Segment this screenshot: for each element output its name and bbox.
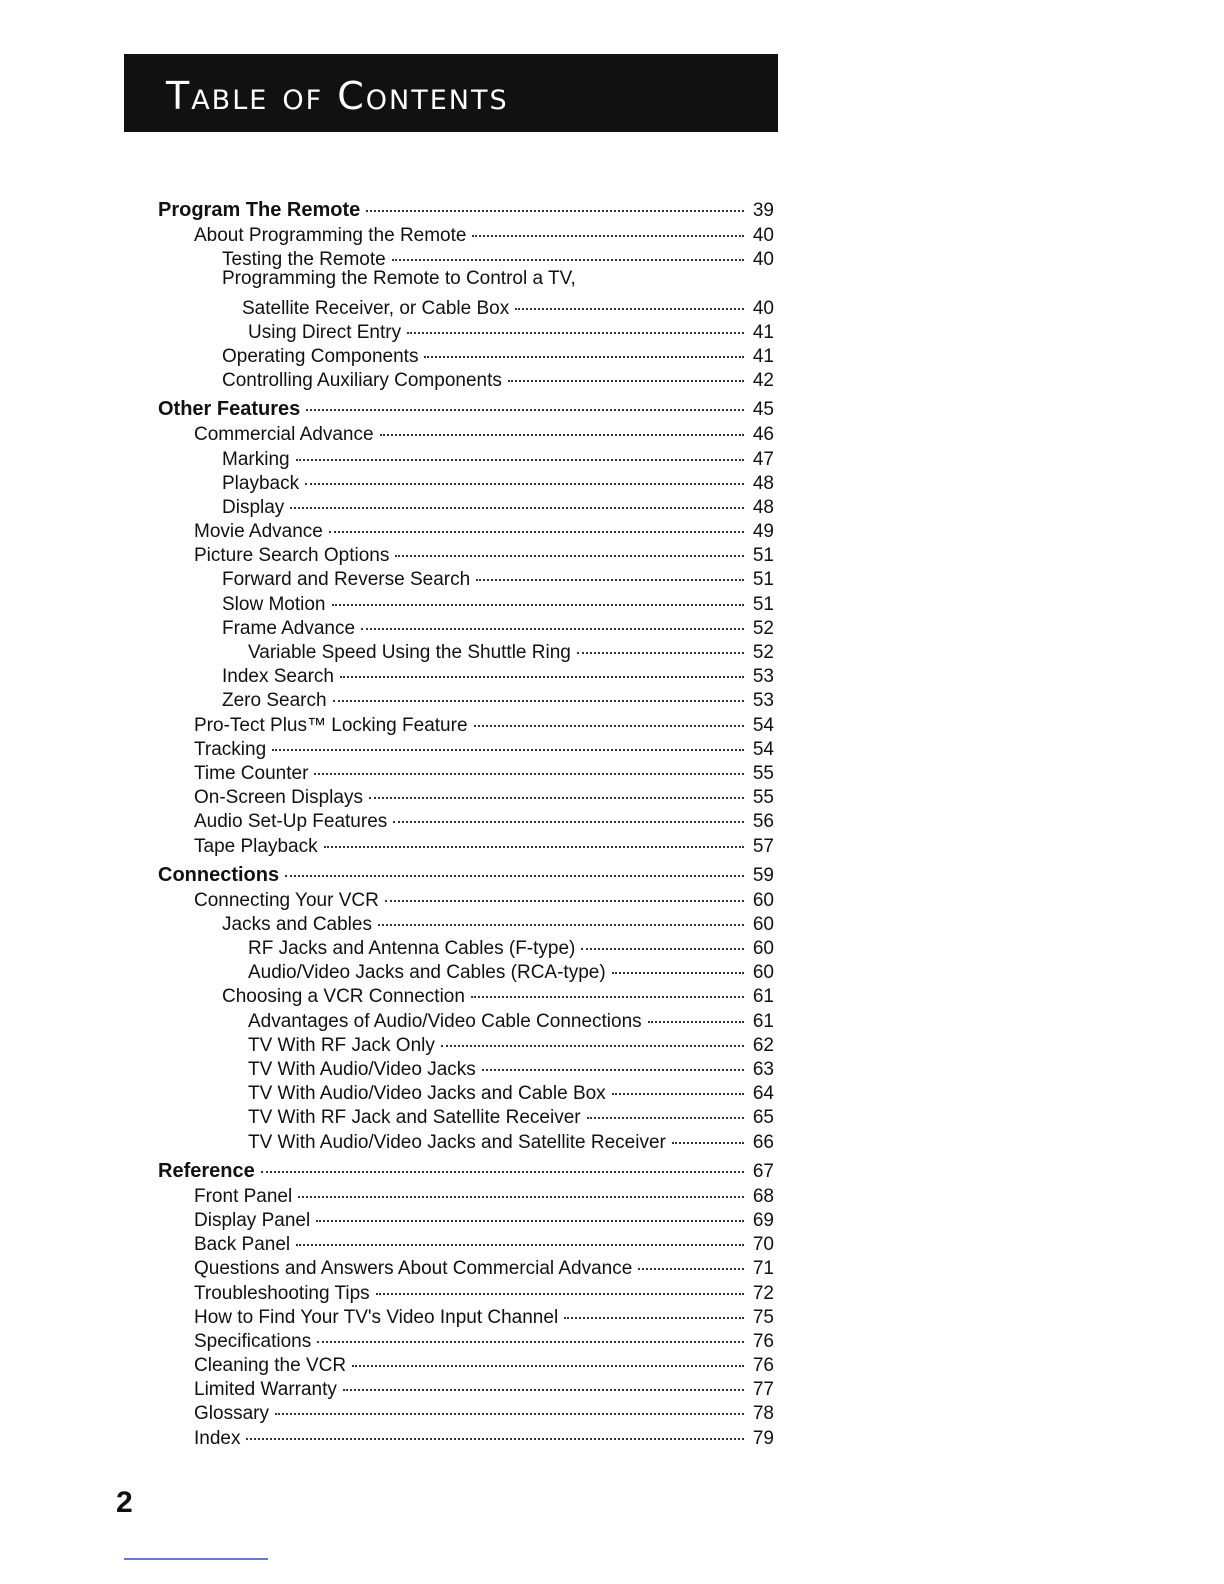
toc-entry-label: Operating Components (222, 345, 419, 367)
dot-leader (306, 389, 744, 411)
dot-leader (340, 657, 744, 678)
toc-page-number: 57 (752, 835, 774, 857)
toc-entry (158, 831, 774, 855)
dot-leader (476, 560, 744, 581)
toc-page-number: 51 (752, 569, 774, 591)
toc-page-number: 39 (752, 200, 774, 221)
dot-leader (298, 1177, 744, 1198)
toc-page-number: 71 (752, 1258, 774, 1280)
toc-page-number: 48 (752, 496, 774, 518)
toc-entry-label: Specifications (194, 1330, 312, 1352)
toc-page-number: 60 (752, 962, 774, 984)
toc-page-number: 41 (752, 321, 774, 343)
toc-entry-label: TV With RF Jack Only (248, 1034, 435, 1056)
dot-leader (352, 1346, 744, 1367)
toc-page-number: 67 (752, 1160, 774, 1182)
dot-leader (393, 802, 744, 823)
dot-leader (290, 488, 744, 509)
toc-entry-label: Audio/Video Jacks and Cables (RCA-type) (248, 962, 606, 984)
toc-page-number: 66 (752, 1131, 774, 1153)
toc-entry-label: Index Search (222, 666, 334, 688)
toc-page-number: 42 (752, 370, 774, 392)
dot-leader (587, 1098, 744, 1119)
toc-entry-label: Connecting Your VCR (194, 889, 379, 911)
page-number: 2 (116, 1486, 133, 1519)
toc-entry-label: Advantages of Audio/Video Cable Connections (248, 1010, 642, 1032)
toc-page-number: 52 (752, 642, 774, 663)
toc-entry-label: How to Find Your TV's Video Input Channel (194, 1306, 559, 1328)
toc-entry-label: Index (194, 1427, 241, 1449)
dot-leader (441, 1026, 744, 1047)
toc-page-number: 79 (752, 1427, 774, 1449)
toc-page-number: 78 (752, 1403, 774, 1425)
dot-leader (333, 681, 744, 702)
toc-page-number: 48 (752, 472, 774, 494)
toc-entry-label: Cleaning the VCR (194, 1355, 347, 1377)
dot-leader (343, 1370, 744, 1391)
toc-entry-label: On-Screen Displays (194, 787, 363, 809)
dot-leader (612, 1074, 744, 1095)
toc-page-number: 40 (752, 249, 774, 271)
toc-page-number: 59 (752, 864, 774, 886)
dot-leader (369, 778, 744, 799)
toc-entry-label: Glossary (194, 1403, 269, 1425)
toc-page-number: 45 (752, 399, 774, 421)
dot-leader (305, 464, 744, 485)
toc-page-number: 53 (752, 666, 774, 688)
dot-leader (246, 1419, 744, 1440)
toc-entry-label: Testing the Remote (222, 249, 386, 271)
dot-leader (472, 216, 744, 237)
dot-leader (272, 730, 744, 751)
dot-leader (392, 240, 744, 261)
toc-page-number: 47 (752, 448, 774, 470)
toc-section-title: Connections (158, 863, 280, 886)
toc-page-number: 62 (752, 1034, 774, 1056)
dot-leader (366, 190, 744, 212)
dot-leader (324, 827, 744, 848)
toc-entry-label: TV With Audio/Video Jacks and Satellite Receiver (248, 1131, 666, 1153)
toc-entry-label: Display (222, 496, 285, 518)
dot-leader (648, 1002, 744, 1023)
toc-page-number: 53 (752, 690, 774, 712)
dot-leader (376, 1274, 744, 1295)
toc-page-number: 40 (752, 225, 774, 246)
toc-entry-label: Frame Advance (222, 617, 356, 639)
dot-leader (296, 1225, 744, 1246)
dot-leader (672, 1123, 744, 1144)
toc-entry-label: Controlling Auxiliary Components (222, 370, 502, 392)
toc-entry-label: Variable Speed Using the Shuttle Ring (248, 642, 571, 663)
toc-page-number: 41 (752, 345, 774, 367)
toc-section-title: Program The Remote (158, 199, 361, 221)
toc-entry-label: Programming the Remote to Control a TV, (222, 268, 576, 290)
toc-page-number: 54 (752, 738, 774, 760)
toc-page-number: 60 (752, 889, 774, 911)
toc-entry-label: Zero Search (222, 690, 327, 712)
dot-leader (638, 1249, 744, 1270)
toc-entry-label: TV With Audio/Video Jacks (248, 1059, 476, 1080)
dot-leader (577, 633, 744, 654)
dot-leader (581, 929, 744, 950)
dot-leader (471, 977, 744, 998)
toc-page-number: 46 (752, 424, 774, 446)
toc-page-number: 51 (752, 545, 774, 567)
toc-entry-label: Marking (222, 448, 290, 470)
dot-leader (329, 512, 744, 533)
toc-page-number: 49 (752, 521, 774, 543)
toc-entry-label: Tape Playback (194, 835, 318, 857)
toc-entry-label: TV With Audio/Video Jacks and Cable Box (248, 1083, 606, 1105)
toc-entry-label: Time Counter (194, 762, 309, 784)
toc-page-number: 61 (752, 986, 774, 1008)
toc-entry-label: Movie Advance (194, 521, 323, 543)
dot-leader (474, 706, 744, 727)
dot-leader (564, 1298, 744, 1319)
toc-entry-label: TV With RF Jack and Satellite Receiver (248, 1107, 581, 1129)
toc-entry-label: Troubleshooting Tips (194, 1282, 370, 1304)
toc-section-title: Other Features (158, 398, 301, 421)
toc-entry-label: Display Panel (194, 1209, 311, 1231)
dot-leader (285, 855, 744, 877)
dot-leader (407, 313, 744, 334)
toc-page-number: 70 (752, 1234, 774, 1256)
toc-page-number: 60 (752, 938, 774, 960)
toc-entry-label: Jacks and Cables (222, 913, 372, 935)
toc-entry (158, 365, 774, 392)
dot-leader (317, 1322, 744, 1343)
toc-page-number: 61 (752, 1010, 774, 1032)
toc-page-number: 51 (752, 593, 774, 615)
toc-entry-label: Choosing a VCR Connection (222, 986, 465, 1008)
toc-entry-label: Slow Motion (222, 593, 326, 615)
toc-entry (158, 244, 774, 271)
dot-leader (378, 905, 744, 926)
toc-entry-label: Picture Search Options (194, 545, 390, 567)
toc-page-number: 54 (752, 714, 774, 736)
table-of-contents (158, 194, 774, 1447)
toc-entry-label: Tracking (194, 738, 267, 760)
toc-entry-label: RF Jacks and Antenna Cables (F-type) (248, 938, 576, 960)
dot-leader (316, 1201, 744, 1222)
toc-entry-label: Front Panel (194, 1185, 293, 1207)
toc-entry-label: Using Direct Entry (248, 321, 402, 343)
toc-entry-label: Back Panel (194, 1234, 291, 1256)
toc-entry-label: Questions and Answers About Commercial Advance (194, 1258, 633, 1280)
dot-leader (482, 1050, 744, 1071)
dot-leader (275, 1394, 744, 1415)
toc-page-number: 75 (752, 1306, 774, 1328)
dot-leader (261, 1151, 744, 1173)
toc-entry-label: Commercial Advance (194, 424, 374, 446)
toc-section-title: Reference (158, 1159, 255, 1182)
toc-page-number: 76 (752, 1330, 774, 1352)
dot-leader (424, 337, 744, 358)
dot-leader (314, 754, 744, 775)
toc-page-number: 69 (752, 1209, 774, 1231)
toc-page-number: 76 (752, 1355, 774, 1377)
toc-entry-label: About Programming the Remote (194, 225, 467, 246)
toc-page-number: 55 (752, 787, 774, 809)
dot-leader (332, 585, 745, 606)
toc-page-number: 52 (752, 617, 774, 639)
dot-leader (361, 609, 744, 630)
toc-page-number: 64 (752, 1083, 774, 1105)
toc-entry-label: Playback (222, 472, 300, 494)
header-bar (124, 54, 778, 132)
dot-leader (395, 536, 744, 557)
toc-entry-label: Satellite Receiver, or Cable Box (242, 297, 510, 319)
toc-entry-label: Pro-Tect Plus™ Locking Feature (194, 714, 468, 736)
toc-entry-label: Forward and Reverse Search (222, 569, 471, 591)
toc-page-number: 60 (752, 913, 774, 935)
footer-rule (124, 1558, 268, 1560)
dot-leader (508, 361, 744, 382)
toc-page-number: 77 (752, 1379, 774, 1401)
dot-leader (380, 415, 744, 436)
toc-page-number: 40 (752, 297, 774, 319)
toc-entry-label: Audio Set-Up Features (194, 811, 388, 833)
page-title: Table of Contents (166, 74, 509, 118)
dot-leader (296, 440, 744, 461)
toc-entry (158, 1127, 774, 1151)
toc-page-number: 65 (752, 1107, 774, 1129)
toc-page-number: 56 (752, 811, 774, 833)
toc-entry-label: Limited Warranty (194, 1379, 337, 1401)
toc-page-number: 55 (752, 762, 774, 784)
toc-entry (158, 1423, 774, 1447)
toc-page-number: 68 (752, 1185, 774, 1207)
dot-leader (612, 953, 744, 974)
dot-leader (515, 289, 744, 310)
toc-page-number: 72 (752, 1282, 774, 1304)
toc-page-number: 63 (752, 1059, 774, 1080)
dot-leader (385, 881, 744, 902)
